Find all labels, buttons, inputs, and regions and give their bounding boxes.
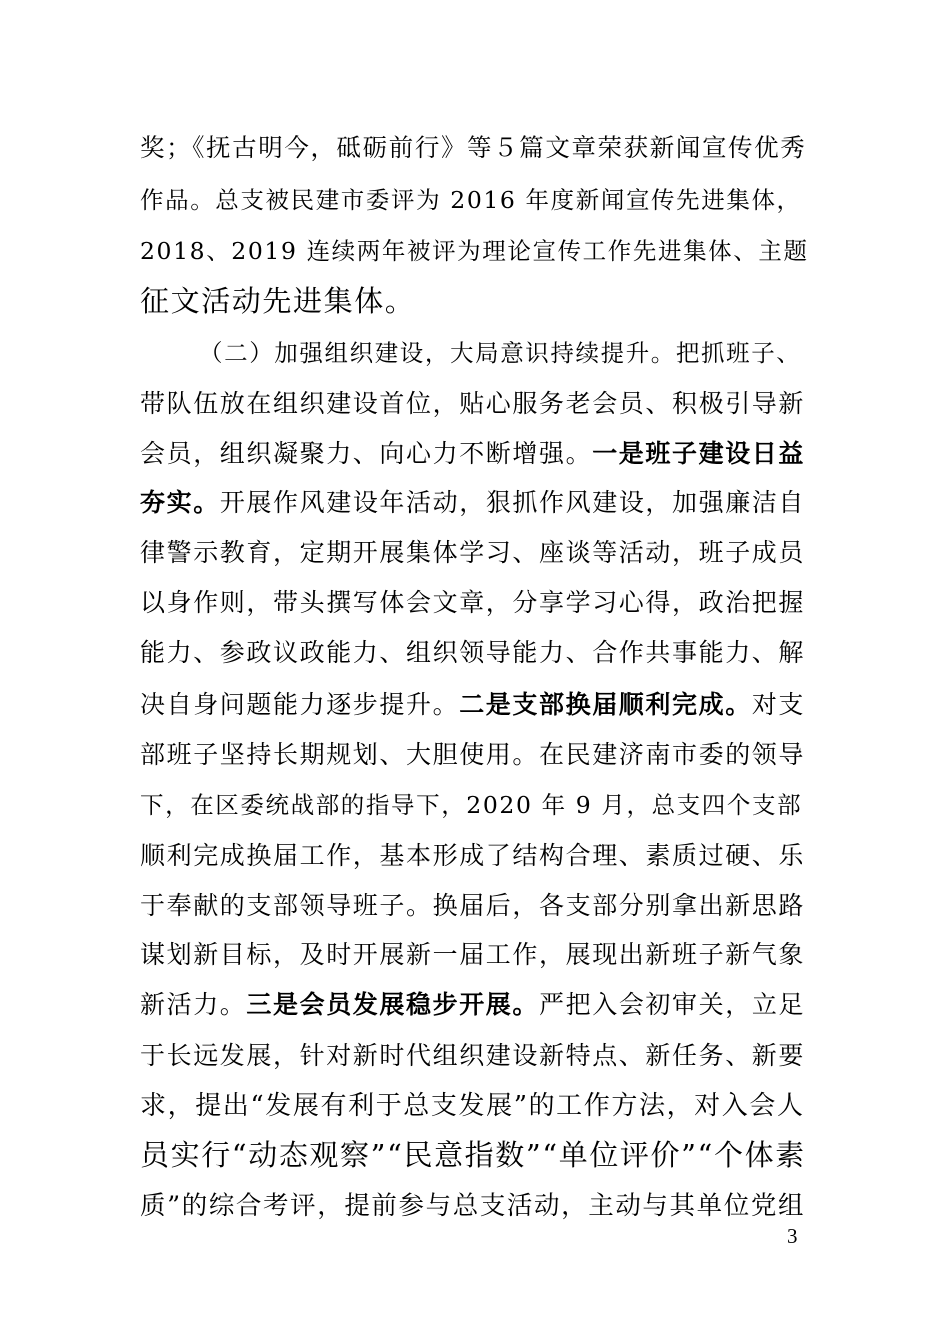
text-line [140,533,810,573]
text-segment: 质”的综合考评，提前参与总支活动，主动与其单位党组 [140,1191,806,1221]
text-segment: 谋划新目标，及时开展新一届工作，展现出新班子新气象 [140,940,806,969]
text-line [140,384,810,424]
text-segment: 于奉献的支部领导班子。换届后，各支部分别拿出新思路 [140,891,806,920]
text-segment: 下，在区委统战部的指导下，2020 年 9 月，总支四个支部 [140,791,803,819]
text-line [140,1186,810,1226]
text-segment: 2018、2019 连续两年被评为理论宣传工作先进集体、主题 [140,237,809,265]
text-segment: 以身作则，带头撰写体会文章，分享学习心得，政治把握 [140,588,806,617]
text-line [140,180,810,220]
text-line [140,785,810,825]
text-segment: 于长远发展，针对新时代组织建设新特点、新任务、新要 [140,1041,806,1070]
text-line [140,1086,810,1126]
text-line [140,836,810,876]
text-line [140,128,810,168]
text-segment: 奖；《抚古明今，砥砺前行》等５篇文章荣获新闻宣传优秀 [140,133,807,162]
text-line [199,333,810,373]
text-line [140,633,810,673]
text-segment: 能力、参政议政能力、组织领导能力、合作共事能力、解 [140,638,806,667]
text-segment: 带队伍放在组织建设首位，贴心服务老会员、积极引导新 [140,389,806,418]
text-line [140,935,810,975]
text-segment: 会员，组织凝聚力、向心力不断增强。 [140,439,593,468]
text-segment: 求，提出“发展有利于总支发展”的工作方法，对入会人 [140,1091,805,1121]
text-segment: 征文活动先进集体。 [140,284,416,318]
text-segment: 对支 [751,690,806,719]
text-segment: 律警示教育，定期开展集体学习、座谈等活动，班子成员 [140,538,806,567]
text-line [140,1135,810,1175]
text-segment: 部班子坚持长期规划、大胆使用。在民建济南市委的领导 [140,740,806,769]
text-line [140,583,810,623]
bold-text-segment: 夯实。 [140,488,220,517]
text-segment: 作品。总支被民建市委评为 2016 年度新闻宣传先进集体， [140,186,802,214]
text-line [140,735,810,775]
text-segment: 顺利完成换届工作，基本形成了结构合理、素质过硬、乐 [140,841,806,870]
text-segment: 决自身问题能力逐步提升。 [140,690,460,719]
page-number: 3 [787,1224,798,1248]
text-segment: 新活力。 [140,990,247,1019]
text-segment: 严把入会初审关，立足 [539,990,806,1019]
text-line [140,434,810,474]
text-line [140,231,810,271]
text-segment: （二）加强组织建设，大局意识持续提升。把抓班子、 [199,339,802,367]
text-line [140,1036,810,1076]
bold-text-segment: 一是班子建设日益 [592,439,806,468]
text-line [140,886,810,926]
text-segment: 开展作风建设年活动，狠抓作风建设，加强廉洁自 [219,488,806,517]
text-segment: 员实行“动态观察”“民意指数”“单位评价”“个体素 [140,1138,806,1172]
text-line [140,483,810,523]
text-line [140,685,810,725]
bold-text-segment: 三是会员发展稳步开展。 [246,990,540,1019]
text-line [140,985,810,1025]
text-line [140,281,810,321]
bold-text-segment: 二是支部换届顺利完成。 [459,690,752,719]
